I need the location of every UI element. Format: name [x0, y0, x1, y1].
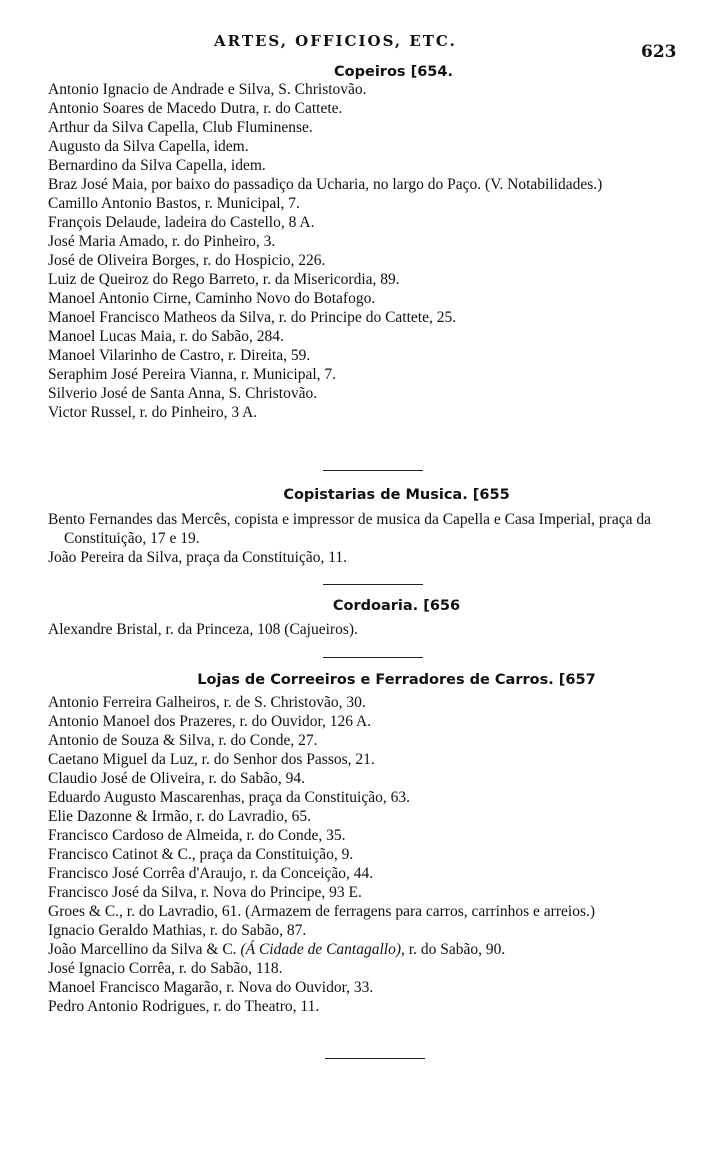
- section-cordoaria: [0, 598, 725, 639]
- list-item: Manoel Francisco Magarão, r. Nova do Ouvidor, 33.: [48, 979, 374, 996]
- list-item: Eduardo Augusto Mascarenhas, praça da Constituição, 63.: [48, 789, 411, 806]
- list-item: Groes & C., r. do Lavradio, 61. (Armazem de ferragens para carros, carrinhos e arreios.): [48, 903, 596, 920]
- list-item: Bento Fernandes das Mercês, copista e impressor de musica da Capella e Casa Imperial, praça da Constituição, 17 e 19.: [48, 511, 651, 547]
- list-item: Caetano Miguel da Luz, r. do Senhor dos Passos, 21.: [48, 751, 375, 768]
- section-title: Copeiros [654.: [334, 64, 453, 80]
- page-number: 623: [641, 42, 677, 62]
- entry-post: , r. do Sabão, 90.: [401, 941, 506, 958]
- section-title: Lojas de Correeiros e Ferradores de Carros. [657: [197, 672, 596, 688]
- section-lojas-de-correeiros: [0, 672, 725, 1016]
- entry-list: [0, 620, 725, 639]
- list-item: Pedro Antonio Rodrigues, r. do Theatro, 11.: [48, 998, 320, 1015]
- entry-ital: (Á Cidade de Cantagallo): [240, 941, 402, 958]
- section-title: Cordoaria. [656: [332, 598, 461, 614]
- list-item: François Delaude, ladeira do Castello, 8 A.: [48, 214, 315, 231]
- list-item: Manoel Francisco Matheos da Silva, r. do Principe do Cattete, 25.: [48, 309, 457, 326]
- list-item: Manoel Lucas Maia, r. do Sabão, 284.: [48, 328, 284, 345]
- entry-pre: João Marcellino da Silva & C.: [48, 941, 241, 958]
- list-item: Antonio Manoel dos Prazeres, r. do Ouvidor, 126 A.: [48, 713, 372, 730]
- list-item: Francisco Cardoso de Almeida, r. do Conde, 35.: [48, 827, 346, 844]
- list-item: Manoel Vilarinho de Castro, r. Direita, 59.: [48, 347, 311, 364]
- list-item: Antonio de Souza & Silva, r. do Conde, 27.: [48, 732, 318, 749]
- list-item: José Maria Amado, r. do Pinheiro, 3.: [48, 233, 276, 250]
- list-item: Arthur da Silva Capella, Club Fluminense.: [48, 119, 313, 136]
- list-item: [48, 940, 698, 959]
- section-divider: [323, 584, 423, 585]
- list-item: José de Oliveira Borges, r. do Hospicio, 226.: [48, 252, 326, 269]
- list-item: José Ignacio Corrêa, r. do Sabão, 118.: [48, 960, 283, 977]
- section-divider: [325, 1058, 425, 1059]
- list-item: Seraphim José Pereira Vianna, r. Municipal, 7.: [48, 366, 337, 383]
- list-item: Claudio José de Oliveira, r. do Sabão, 94.: [48, 770, 305, 787]
- list-item: Francisco José da Silva, r. Nova do Principe, 93 E.: [48, 884, 362, 901]
- list-item: Francisco José Corrêa d'Araujo, r. da Conceição, 44.: [48, 865, 374, 882]
- list-item: Ignacio Geraldo Mathias, r. do Sabão, 87.: [48, 922, 307, 939]
- list-item: Elie Dazonne & Irmão, r. do Lavradio, 65.: [48, 808, 311, 825]
- list-item: Victor Russel, r. do Pinheiro, 3 A.: [48, 404, 258, 421]
- list-item: Antonio Soares de Macedo Dutra, r. do Cattete.: [48, 100, 343, 117]
- entry-list: [0, 80, 725, 422]
- list-item: Antonio Ferreira Galheiros, r. de S. Christovão, 30.: [48, 694, 366, 711]
- list-item: Francisco Catinot & C., praça da Constituição, 9.: [48, 846, 354, 863]
- list-item: Alexandre Bristal, r. da Princeza, 108 (Cajueiros).: [48, 621, 358, 638]
- list-item: Bernardino da Silva Capella, idem.: [48, 157, 266, 174]
- section-divider: [323, 657, 423, 658]
- section-title: Copistarias de Musica. [655: [283, 487, 510, 503]
- list-item: Braz José Maia, por baixo do passadiço da Ucharia, no largo do Paço. (V. Notabilidades.): [48, 176, 603, 193]
- section-copeiros: [0, 64, 725, 422]
- list-item: Silverio José de Santa Anna, S. Christovão.: [48, 385, 318, 402]
- section-copistarias-de-musica: [0, 487, 725, 567]
- list-item: Manoel Antonio Cirne, Caminho Novo do Botafogo.: [48, 290, 376, 307]
- entry-list: [0, 510, 725, 567]
- entry-list: [0, 693, 725, 1016]
- section-divider: [323, 470, 423, 471]
- list-item: Camillo Antonio Bastos, r. Municipal, 7.: [48, 195, 300, 212]
- running-title: ARTES, OFFICIOS, ETC.: [214, 32, 457, 50]
- list-item: João Pereira da Silva, praça da Constituição, 11.: [48, 549, 348, 566]
- list-item: Luiz de Queiroz do Rego Barreto, r. da Misericordia, 89.: [48, 271, 400, 288]
- list-item: Augusto da Silva Capella, idem.: [48, 138, 249, 155]
- list-item: Antonio Ignacio de Andrade e Silva, S. Christovão.: [48, 81, 367, 98]
